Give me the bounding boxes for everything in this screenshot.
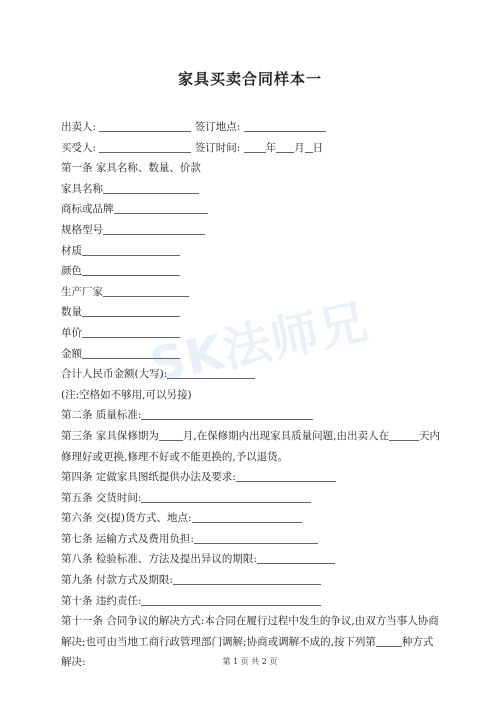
article-9: 第九条 付款方式及期限: — [61, 570, 441, 591]
model-blank[interactable] — [103, 222, 205, 235]
transport-blank[interactable] — [194, 531, 318, 544]
article-1: 第一条 家具名称、数量、价款 — [61, 162, 201, 175]
warranty-months-blank[interactable] — [159, 428, 183, 441]
field-brand: 商标或品牌 — [61, 199, 441, 220]
sign-place-blank[interactable] — [244, 119, 326, 132]
material-blank[interactable] — [82, 243, 180, 256]
payment-blank[interactable] — [173, 572, 321, 585]
inspection-blank[interactable] — [257, 551, 335, 564]
article-2: 第二条 质量标准: — [61, 405, 441, 426]
page-footer: 第 1 页 共 2 页 — [222, 657, 278, 666]
quantity-blank[interactable] — [82, 304, 180, 317]
field-maker: 生产厂家 — [61, 282, 441, 303]
brand-blank[interactable] — [114, 201, 208, 214]
document-title: 家具买卖合同样本一 — [177, 70, 322, 88]
field-color: 颜色 — [61, 261, 441, 282]
article-10: 第十条 违约责任: — [61, 591, 441, 612]
seller-blank[interactable] — [99, 119, 191, 132]
quality-blank[interactable] — [141, 407, 313, 420]
article-5: 第五条 交货时间: — [61, 488, 441, 509]
field-model: 规格型号 — [61, 220, 441, 241]
article-3: 第三条 家具保修期为 月,在保修期内出现家具质量问题,由出卖人在 天内修理好或更换,修理不好或不能更换的,予以退货。 — [61, 429, 441, 463]
article-6: 第六条 交(提)货方式、地点: — [61, 508, 441, 529]
watermark: SK法师兄 — [145, 293, 374, 395]
contract-body — [61, 117, 441, 673]
field-price: 单价 — [61, 323, 441, 344]
delivery-time-blank[interactable] — [141, 490, 311, 503]
article-4: 第四条 定做家具图纸提供办法及要求: — [61, 467, 441, 488]
article-7: 第七条 运输方式及费用负担: — [61, 529, 441, 550]
maker-blank[interactable] — [103, 284, 189, 297]
party-line-buyer: 买受人: 签订时间: 年 月 日 — [61, 141, 324, 154]
repair-days-blank[interactable] — [389, 428, 419, 441]
delivery-place-blank[interactable] — [192, 510, 302, 523]
year-blank[interactable] — [244, 140, 266, 153]
field-name: 家具名称 — [61, 179, 441, 200]
day-blank[interactable] — [305, 140, 313, 153]
liability-blank[interactable] — [141, 593, 321, 606]
field-quantity: 数量 — [61, 302, 441, 323]
month-blank[interactable] — [276, 140, 294, 153]
amount-blank[interactable] — [82, 346, 180, 359]
name-blank[interactable] — [103, 181, 199, 194]
color-blank[interactable] — [82, 263, 180, 276]
article-11: 第十一条 合同争议的解决方式:本合同在履行过程中发生的争议,由双方当事人协商解决;也可由当地工商行政管理部门调解;协商或调解不成的,按下列第 种方式解决: — [61, 615, 439, 669]
note: (注:空格如不够用,可以另接) — [61, 388, 192, 401]
article-8: 第八条 检验标准、方法及提出异议的期限: — [61, 549, 441, 570]
drawing-blank[interactable] — [236, 469, 336, 482]
buyer-blank[interactable] — [99, 140, 191, 153]
party-line-seller: 出卖人: 签订地点: — [61, 117, 441, 138]
total-amount: 合计人民币金额(大写): — [61, 364, 441, 385]
field-material: 材质 — [61, 241, 441, 262]
price-blank[interactable] — [82, 325, 180, 338]
total-blank[interactable] — [167, 366, 255, 379]
dispute-method-blank[interactable] — [376, 634, 402, 647]
field-amount: 金额 — [61, 344, 441, 365]
